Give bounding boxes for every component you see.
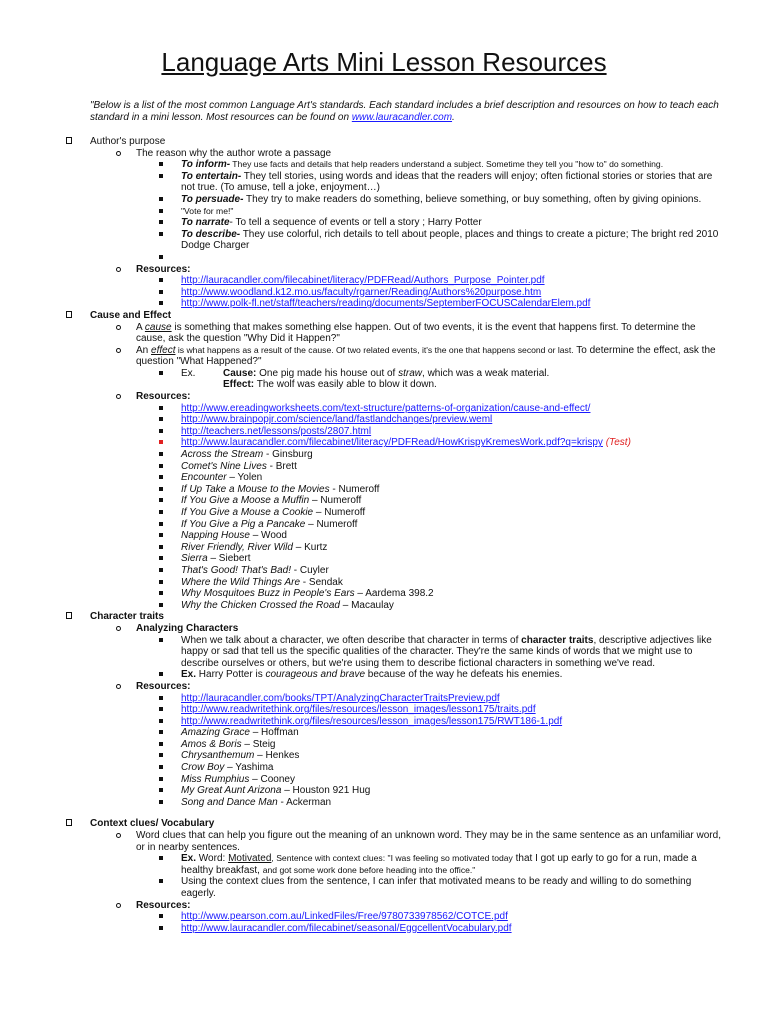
square-bullet-icon	[159, 232, 163, 236]
book-title: Chrysanthemum	[181, 750, 255, 762]
book-title: Encounter	[181, 472, 227, 484]
list-item: An effect is what happens as a result of the cause. Of two related events, it's the one that happens second or last. To determine the effect, ask the question "What Happened?"	[0, 345, 726, 368]
resource-link[interactable]: http://www.readwritethink.org/files/resources/lesson_images/lesson175/traits.pdf	[181, 704, 536, 716]
book-title: Across the Stream	[181, 449, 264, 461]
square-bullet-icon	[159, 498, 163, 502]
cause-book-list	[0, 449, 768, 611]
square-bullet-icon	[159, 879, 163, 883]
square-bullet-icon	[159, 638, 163, 642]
book-list-item	[0, 785, 721, 797]
square-bullet-icon	[159, 255, 163, 259]
resource-link[interactable]: http://www.lauracandler.com/filecabinet/literacy/PDFRead/HowKrispyKremesWork.pdf?q=krispy	[181, 437, 603, 449]
square-bullet-icon	[159, 800, 163, 804]
square-bullet-icon	[159, 707, 163, 711]
book-author: – Houston 921 Hug	[281, 785, 371, 797]
book-title: Crow Boy	[181, 762, 225, 774]
book-list-item	[0, 449, 721, 461]
book-title: Sierra	[181, 553, 208, 565]
list-item	[0, 911, 721, 923]
list-item: Ex. Cause: One pig made his house out of straw, which was a weak material.	[0, 368, 721, 380]
resource-link[interactable]: http://teachers.net/lessons/posts/2807.html	[181, 425, 372, 437]
book-list-item	[0, 774, 721, 786]
list-item: Ex. Word: Motivated, Sentence with context clues: "I was feeling so motivated today that I got up early to go for a run, made a healthy breakfast, and got some work done before heading into the office."	[0, 853, 721, 876]
intro-link[interactable]: www.lauracandler.com	[351, 112, 453, 123]
book-list-item	[0, 739, 721, 751]
square-bullet-icon	[159, 464, 163, 468]
section-context-clues: Context clues/ Vocabulary	[0, 818, 768, 830]
book-title: Amazing Grace	[181, 727, 250, 739]
book-author: – Hoffman	[249, 727, 299, 739]
document-body	[0, 136, 768, 934]
list-item: To inform- They use facts and details that help readers understand a subject. Sometime they tell you "how to" do something.	[0, 159, 721, 171]
square-bullet-icon	[159, 487, 163, 491]
list-item: To entertain- They tell stories, using words and ideas that the readers will enjoy; often fictional stories or stories that are not true. (To amuse, tell a joke, enjoyment…)	[0, 171, 721, 194]
resources-label: Resources:	[0, 391, 768, 403]
square-bullet-icon	[159, 290, 163, 294]
book-list-item	[0, 727, 721, 739]
circle-bullet-icon	[116, 325, 121, 330]
list-item	[0, 252, 721, 264]
book-list-item	[0, 553, 721, 565]
book-list-item	[0, 542, 721, 554]
book-author: - Ackerman	[277, 796, 332, 808]
square-bullet-icon	[159, 301, 163, 305]
square-bullet-icon	[159, 174, 163, 178]
section-author-purpose: Author's purpose	[0, 136, 768, 148]
list-item	[0, 298, 721, 310]
list-item	[0, 693, 721, 705]
book-list-item	[0, 484, 721, 496]
book-title: Why the Chicken Crossed the Road	[181, 599, 340, 611]
book-title: If Up Take a Mouse to the Movies	[181, 483, 330, 495]
square-bullet-icon	[159, 406, 163, 410]
list-item: Effect: The wolf was easily able to blow it down.	[223, 379, 437, 391]
book-list-item	[0, 461, 721, 473]
book-author: – Numeroff	[305, 518, 358, 530]
book-title: Napping House	[181, 530, 250, 542]
circle-bullet-icon	[116, 903, 121, 908]
circle-bullet-icon	[116, 833, 121, 838]
book-author: - Brett	[266, 460, 297, 472]
square-bullet-icon	[159, 672, 163, 676]
book-author: – Steig	[241, 738, 276, 750]
book-title: River Friendly, River Wild	[181, 541, 293, 553]
book-list-item	[0, 750, 721, 762]
book-author: – Siebert	[207, 553, 251, 565]
square-bullet-icon	[159, 914, 163, 918]
list-item	[0, 287, 721, 299]
book-list-item	[0, 530, 721, 542]
book-title: If You Give a Pig a Pancake	[181, 518, 306, 530]
circle-bullet-icon	[116, 267, 121, 272]
list-item: To describe- They use colorful, rich details to tell about people, places and things to create a picture; The bright red 2010 Dodge Charger	[0, 229, 721, 252]
list-item: "Vote for me!"	[0, 206, 721, 218]
section-character-traits: Character traits	[0, 611, 768, 623]
square-bullet-icon	[159, 719, 163, 723]
square-bullet-icon	[159, 371, 163, 375]
square-bullet-icon	[159, 475, 163, 479]
square-bullet-icon	[159, 603, 163, 607]
book-author: - Sendak	[300, 576, 343, 588]
square-bullet-icon	[159, 730, 163, 734]
square-bullet-icon	[159, 696, 163, 700]
book-title: Why Mosquitoes Buzz in People's Ears	[181, 588, 355, 600]
list-item: Analyzing Characters	[0, 623, 768, 635]
square-bullet-icon	[159, 209, 163, 213]
square-bullet-icon	[159, 197, 163, 201]
square-bullet-icon	[159, 856, 163, 860]
resource-link[interactable]: http://www.ereadingworksheets.com/text-structure/patterns-of-organization/cause-and-effect/	[181, 402, 591, 414]
book-list-item	[0, 762, 721, 774]
book-author: – Kurtz	[292, 541, 328, 553]
resource-link[interactable]: http://www.readwritethink.org/files/resources/lesson_images/lesson175/RWT186-1.pdf	[181, 715, 563, 727]
resource-link[interactable]: http://lauracandler.com/books/TPT/AnalyzingCharacterTraitsPreview.pdf	[181, 692, 500, 704]
book-title: Miss Rumphius	[181, 773, 250, 785]
resource-link[interactable]: http://lauracandler.com/filecabinet/literacy/PDFRead/Authors_Purpose_Pointer.pdf	[181, 275, 545, 287]
resources-label: Resources:	[0, 264, 768, 276]
list-item	[0, 437, 721, 449]
list-item	[0, 426, 721, 438]
book-author: – Yolen	[226, 472, 263, 484]
square-bullet-icon	[159, 742, 163, 746]
resources-label: Resources:	[0, 900, 768, 912]
list-item: The reason why the author wrote a passage	[0, 148, 768, 160]
section-cause-effect: Cause and Effect	[0, 310, 768, 322]
book-author: - Numeroff	[329, 483, 380, 495]
square-bullet-icon	[159, 777, 163, 781]
list-item: When we talk about a character, we often describe that character in terms of character traits, descriptive adjectives like happy or sad that tell us the specific qualities of the character. They're the same kinds of words that we might use to describe ourselves or others, but we're using them to describe fictional characters in something we've read.	[0, 635, 721, 670]
book-list-item	[0, 588, 721, 600]
list-item	[0, 414, 721, 426]
book-author: – Wood	[249, 530, 287, 542]
checkbox-bullet-icon	[66, 819, 72, 826]
circle-bullet-icon	[116, 684, 121, 689]
book-title: Where the Wild Things Are	[181, 576, 301, 588]
square-bullet-icon	[159, 429, 163, 433]
test-label: (Test)	[605, 437, 631, 449]
book-list-item	[0, 507, 721, 519]
resources-label: Resources:	[0, 681, 768, 693]
square-bullet-icon	[159, 788, 163, 792]
square-bullet-icon	[159, 522, 163, 526]
character-book-list	[0, 727, 768, 808]
book-author: – Numeroff	[313, 507, 366, 518]
square-bullet-icon	[159, 162, 163, 166]
book-author: - Cuyler	[291, 564, 329, 576]
book-title: That's Good! That's Bad!	[181, 564, 291, 576]
list-item: Using the context clues from the sentence, I can infer that motivated means to be ready and willing to do something eagerly.	[0, 876, 721, 899]
list-item: To narrate- To tell a sequence of events or tell a story ; Harry Potter	[0, 217, 721, 229]
list-item	[0, 275, 721, 287]
circle-bullet-icon	[116, 348, 121, 353]
book-list-item	[0, 565, 721, 577]
resource-link[interactable]: http://www.lauracandler.com/filecabinet/seasonal/EggcellentVocabulary.pdf	[181, 922, 512, 934]
square-bullet-icon	[159, 417, 163, 421]
checkbox-bullet-icon	[66, 311, 72, 318]
list-item	[0, 704, 721, 716]
intro-paragraph: "Below is a list of the most common Language Art's standards. Each standard includes a brief description and resources on how to teach each standard in a mini lesson. Most resources can be found on www.lauracandler.com.	[90, 100, 719, 123]
checkbox-bullet-icon	[66, 137, 72, 144]
square-bullet-icon	[159, 220, 163, 224]
square-bullet-icon	[159, 440, 163, 444]
square-bullet-icon	[159, 591, 163, 595]
square-bullet-icon	[159, 926, 163, 930]
book-author: – Yashima	[224, 762, 274, 774]
book-list-item	[0, 577, 721, 589]
resource-link[interactable]: http://www.pearson.com.au/LinkedFiles/Free/9780733978562/COTCE.pdf	[181, 911, 508, 923]
book-title: Song and Dance Man	[181, 796, 278, 808]
circle-bullet-icon	[116, 394, 121, 399]
list-item: Word clues that can help you figure out the meaning of an unknown word. They may be in the same sentence as an unfamiliar word, or in nearby sentences.	[0, 830, 726, 853]
book-author: - Ginsburg	[263, 449, 313, 461]
book-title: Amos & Boris	[181, 738, 242, 750]
book-title: Comet's Nine Lives	[181, 460, 267, 472]
book-author: – Numeroff	[309, 495, 362, 507]
square-bullet-icon	[159, 556, 163, 560]
square-bullet-icon	[159, 765, 163, 769]
square-bullet-icon	[159, 533, 163, 537]
checkbox-bullet-icon	[66, 612, 72, 619]
resource-link[interactable]: http://www.brainpopjr.com/science/land/fastlandchanges/preview.weml	[181, 414, 493, 426]
book-list-item	[0, 797, 721, 809]
book-author: – Aardema 398.2	[354, 588, 434, 600]
book-author: – Henkes	[254, 750, 300, 762]
square-bullet-icon	[159, 278, 163, 282]
list-item	[0, 403, 721, 415]
book-list-item	[0, 519, 721, 531]
list-item: A cause is something that makes something else happen. Out of two events, it is the event that happens first. To determine the cause, ask the question "Why Did it Happen?"	[0, 322, 726, 345]
circle-bullet-icon	[116, 151, 121, 156]
page-title: Language Arts Mini Lesson Resources	[161, 47, 607, 77]
intro-text: "Below is a list of the most common Language Art's standards. Each standard includes a brief description and resources on how to teach each standard in a mini lesson. Most resources can be found on	[90, 100, 719, 123]
book-list-item	[0, 495, 721, 507]
list-item: Ex. Harry Potter is courageous and brave because of the way he defeats his enemies.	[0, 669, 721, 681]
square-bullet-icon	[159, 545, 163, 549]
square-bullet-icon	[159, 580, 163, 584]
book-list-item	[0, 600, 721, 612]
resource-link[interactable]: http://www.woodland.k12.mo.us/faculty/rgarner/Reading/Authors%20purpose.htm	[181, 286, 542, 298]
book-author: – Cooney	[249, 773, 295, 785]
book-author: – Macaulay	[339, 599, 394, 611]
list-item	[0, 716, 721, 728]
list-item	[0, 923, 721, 935]
book-title: My Great Aunt Arizona	[181, 785, 282, 797]
square-bullet-icon	[159, 510, 163, 514]
book-title: If You Give a Mouse a Cookie	[181, 507, 314, 518]
book-list-item	[0, 472, 721, 484]
square-bullet-icon	[159, 753, 163, 757]
list-item: To persuade- They try to make readers do something, believe something, or buy something, often by giving opinions.	[0, 194, 721, 206]
circle-bullet-icon	[116, 626, 121, 631]
square-bullet-icon	[159, 568, 163, 572]
square-bullet-icon	[159, 452, 163, 456]
book-title: If You Give a Moose a Muffin	[181, 495, 310, 507]
resource-link[interactable]: http://www.polk-fl.net/staff/teachers/reading/documents/SeptemberFOCUSCalendarElem.pdf	[181, 298, 591, 310]
